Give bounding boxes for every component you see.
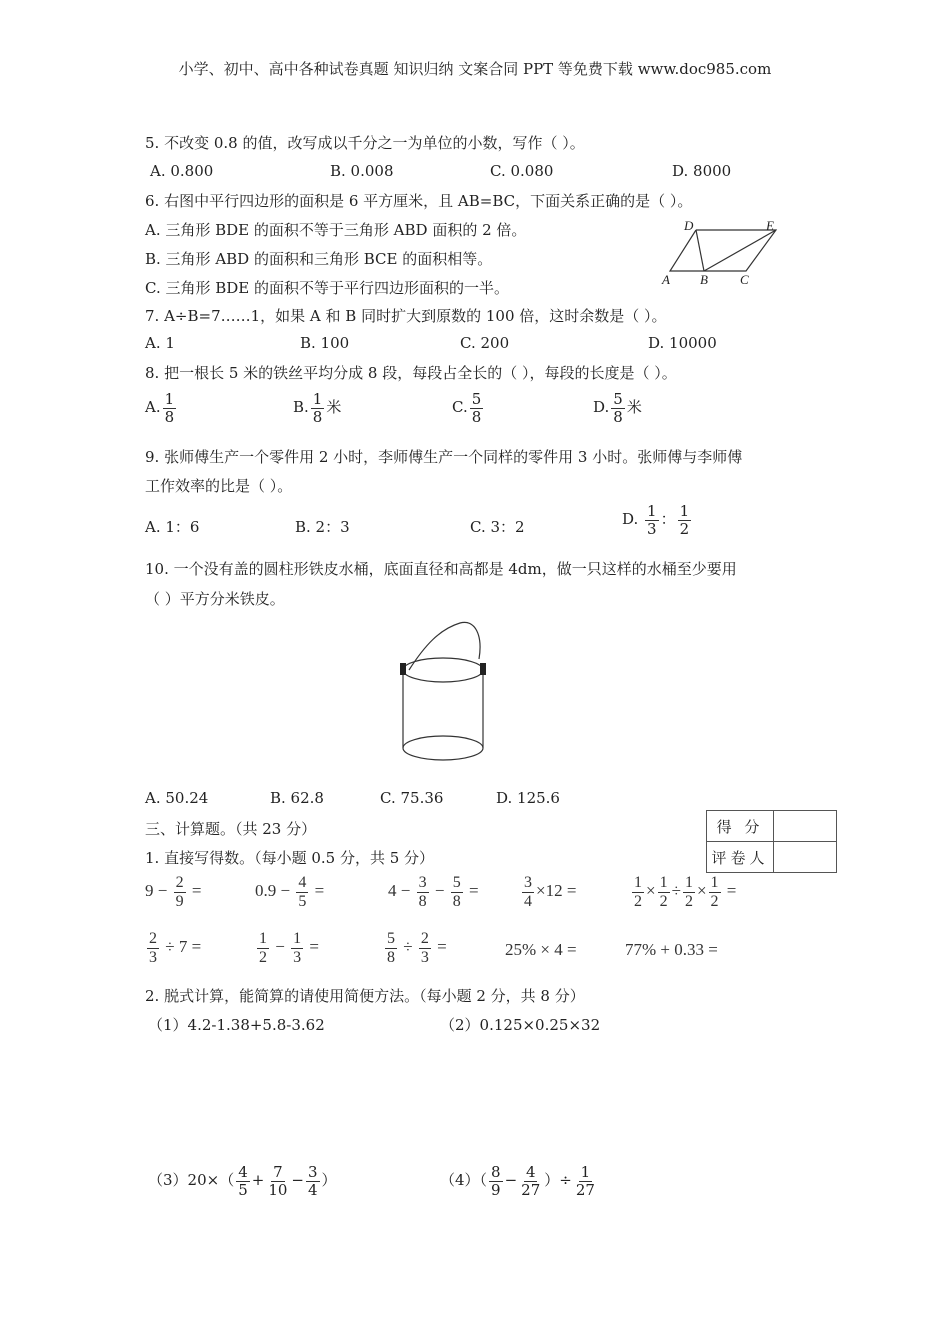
label-d: D [684,218,694,233]
q6-option-b: B. 三角形 ABD 的面积和三角形 BCE 的面积相等。 [145,250,493,268]
bucket-left-clip [400,663,406,675]
q10-option-a: A. 50.24 [145,789,209,807]
segment-be [704,230,776,271]
calc-6: $\frac{2}{3}$ ÷ 7 = [149,930,202,966]
score-cell[interactable] [774,811,837,842]
label-e: E [766,218,774,233]
label-b: B [700,272,708,287]
calc-2: 0.9 − $\frac{4}{5}$ = [255,874,325,910]
q8-stem: 8. 把一根长 5 米的铁丝平均分成 8 段，每段占全长的（ ），每段的长度是（ ）。 [145,364,677,382]
page-header: 小学、初中、高中各种试卷真题 知识归纳 文案合同 PPT 等免费下载 www.doc985.com [178,60,772,78]
q8-option-c: C. $\frac{5}{8}$ [452,390,482,426]
calc-9: 25% × 4 = [505,940,577,959]
calc-1: 9 − $\frac{2}{9}$ = [145,874,202,910]
section3-part1: 1. 直接写得数。（每小题 0.5 分，共 5 分） [145,849,435,867]
segment-db [696,230,704,271]
q9-stem-line1: 9. 张师傅生产一个零件用 2 小时，李师傅生产一个同样的零件用 3 小时。张师傅与李师傅 [145,448,743,466]
bucket-handle [409,622,480,670]
grader-cell[interactable] [774,842,837,873]
q5-option-d: D. 8000 [672,162,732,180]
q10-option-d: D. 125.6 [496,789,560,807]
q9-stem-line2: 工作效率的比是（ ）。 [145,477,293,495]
q9-option-d: D. $\frac{1}{3}$ ： $\frac{1}{2}$ [622,502,690,538]
q7-option-a: A. 1 [145,334,175,352]
bucket-bottom [403,736,483,760]
calc-step-2: （2）0.125×0.25×32 [440,1016,601,1034]
q7-option-d: D. 10000 [648,334,717,352]
q6-option-a: A. 三角形 BDE 的面积不等于三角形 ABD 面积的 2 倍。 [145,221,527,239]
calc-10: 77% + 0.33 = [625,940,718,959]
q7-stem: 7. A÷B=7……1，如果 A 和 B 同时扩大到原数的 100 倍，这时余数是（ ）。 [145,307,667,325]
q7-option-b: B. 100 [300,334,350,352]
q5-stem: 5. 不改变 0.8 的值，改写成以千分之一为单位的小数，写作（ ）。 [145,134,585,152]
calc-7: $\frac{1}{2}$ − $\frac{1}{3}$ = [259,930,319,966]
q10-option-c: C. 75.36 [380,789,444,807]
calc-step-4: （4）（ $\frac{8}{9}$ − $\frac{4}{27}$ ）÷ $\frac{1}{27}$ [440,1163,595,1199]
calc-3: 4 − $\frac{3}{8}$ − $\frac{5}{8}$ = [388,874,479,910]
parallelogram-outline [670,230,776,271]
calc-8: $\frac{5}{8}$ ÷ $\frac{2}{3}$ = [387,930,447,966]
calc-4: $\frac{3}{4}$ ×12 = [524,874,577,910]
calc-step-3: （3）20×（ $\frac{4}{5}$ + $\frac{7}{10}$ − $\frac{3}{4}$ ） [148,1163,337,1199]
q6-stem: 6. 右图中平行四边形的面积是 6 平方厘米，且 AB=BC，下面关系正确的是（ ）。 [145,192,693,210]
calc-step-1: （1）4.2-1.38+5.8-3.62 [148,1016,325,1034]
bucket-top-rim [403,658,483,682]
q8-option-b: B. $\frac{1}{8}$ 米 [293,390,342,426]
q6-option-c: C. 三角形 BDE 的面积不等于平行四边形面积的一半。 [145,279,510,297]
q9-option-c: C. 3：2 [470,518,525,536]
score-table [706,810,837,873]
calc-5: $\frac{1}{2}$ × $\frac{1}{2}$ ÷ $\frac{1}{2}$ × $\frac{1}{2}$ = [634,874,737,910]
q8-option-d: D. $\frac{5}{8}$ 米 [593,390,642,426]
bucket-figure [395,615,495,775]
q5-option-a: A. 0.800 [150,162,214,180]
bucket-right-clip [480,663,486,675]
q10-option-b: B. 62.8 [270,789,324,807]
label-a: A [662,272,670,287]
q10-stem-line2: （ ）平方分米铁皮。 [145,590,285,608]
label-c: C [740,272,749,287]
parallelogram-figure [658,218,783,290]
q5-option-b: B. 0.008 [330,162,394,180]
q7-option-c: C. 200 [460,334,510,352]
grader-label: 评卷人 [707,842,774,873]
section3-part2: 2. 脱式计算，能简算的请使用简便方法。（每小题 2 分，共 8 分） [145,987,585,1005]
q10-stem-line1: 10. 一个没有盖的圆柱形铁皮水桶，底面直径和高都是 4dm，做一只这样的水桶至少要用 [145,560,737,578]
score-label: 得 分 [707,811,774,842]
q9-option-b: B. 2：3 [295,518,350,536]
q8-option-a: A. $\frac{1}{8}$ [145,390,175,426]
q5-option-c: C. 0.080 [490,162,554,180]
q9-option-a: A. 1：6 [145,518,200,536]
section3-title: 三、计算题。（共 23 分） [145,820,317,838]
